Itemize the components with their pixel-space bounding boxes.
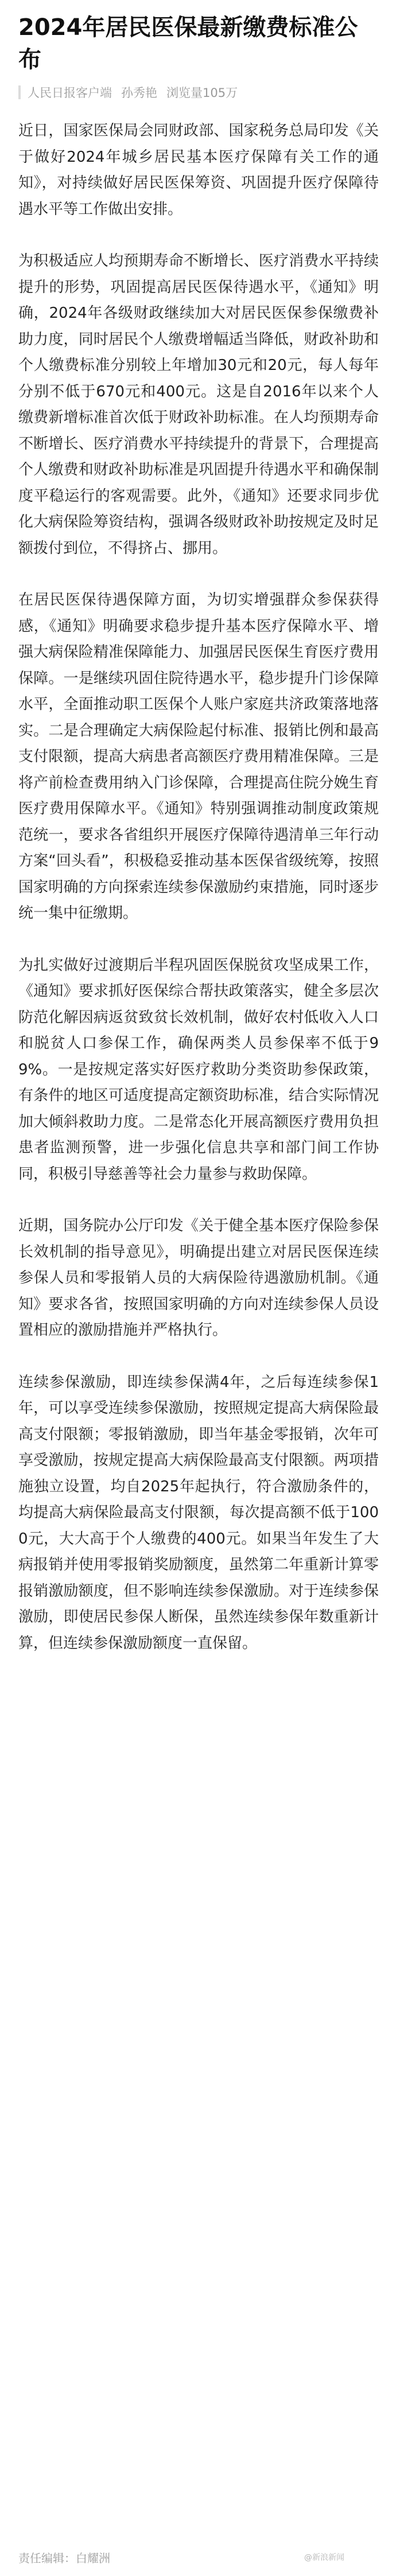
paragraph-3: 在居民医保待遇保障方面，为切实增强群众参保获得感，《通知》明确要求稳步提升基本医疗保障水平、增强大病保险精准保障能力、加强居民医保生育医疗费用保障。一是继续巩固住院待遇水平，稳步提升门诊保障水平，全面推动职工医保个人账户家庭共济政策落地落实。二是合理确定大病保险起付标准、报销比例和最高支付限额，提高大病患者高额医疗费用精准保障。三是将产前检查费用纳入门诊保障，合理提高住院分娩生育医疗费用保障水平。《通知》特别强调推动制度政策规范统一，要求各省组织开展医疗保障待遇清单三年行动方案“回头看”，积极稳妥推动基本医保省级统筹，按照国家明确的方向探索连续参保激励约束措施，同时逐步统一集中征缴期。 — [18, 591, 379, 922]
paragraph-6: 连续参保激励，即连续参保满4年，之后每连续参保1年，可以享受连续参保激励，按照规定提高大病保险最高支付限额；零报销激励，即当年基金零报销，次年可享受激励，按规定提高大病保险最高支付限额。两项措施独立设置，均自2025年起执行，符合激励条件的，均提高大病保险最高支付限额，每次提高额不低于1000元，大大高于个人缴费的400元。如果当年发生了大病报销并使用零报销奖励额度，虽然第二年重新计算零报销激励额度，但不影响连续参保激励。对于连续参保激励，即使居民参保人断保，虽然连续参保年数重新计算，但连续参保激励额度一直保留。 — [18, 1373, 379, 1652]
paragraph-5: 近期，国务院办公厅印发《关于健全基本医疗保险参保长效机制的指导意见》，明确提出建立对居民医保连续参保人员和零报销人员的大病保险待遇激励机制。《通知》要求各省，按照国家明确的方向对连续参保人员设置相应的激励措施并严格执行。 — [18, 1217, 379, 1339]
paragraph-1: 近日，国家医保局会同财政部、国家税务总局印发《关于做好2024年城乡居民基本医疗保障有关工作的通知》，对持续做好居民医保筹资、巩固提升医疗保障待遇水平等工作做出安排。 — [18, 122, 379, 218]
paragraph-2: 为积极适应人均预期寿命不断增长、医疗消费水平持续提升的形势，巩固提高居民医保待遇水平，《通知》明确，2024年各级财政继续加大对居民医保参保缴费补助力度，同时居民个人缴费增幅适当降低，财政补助和个人缴费标准分别较上年增加30元和20元，每人每年分别不低于670元和400元。这是自2016年以来个人缴费新增标准首次低于财政补助标准。在人均预期寿命不断增长、医疗消费水平持续提升的背景下，合理提高个人缴费和财政补助标准是巩固提升待遇水平和确保制度平稳运行的客观需要。此外，《通知》还要求同步优化大病保险筹资结构，强调各级财政补助按规定及时足额拨付到位，不得挤占、挪用。 — [18, 252, 379, 557]
article-footer — [18, 2547, 379, 2567]
responsible-editor: 责任编辑：白耀洲 — [18, 2551, 110, 2565]
source-watermark: @新浪新闻 — [304, 2553, 344, 2562]
meta-author: 孙秀艳 — [121, 86, 157, 100]
meta-divider-bar — [18, 85, 21, 99]
article-body — [18, 118, 379, 1657]
article-title: 2024年居民医保最新缴费标准公布 — [18, 14, 358, 73]
meta-source[interactable]: 人民日报客户端 — [28, 86, 112, 100]
article-meta — [18, 84, 379, 101]
meta-views: 浏览量105万 — [166, 86, 238, 100]
paragraph-4: 为扎实做好过渡期后半程巩固医保脱贫攻坚成果工作，《通知》要求抓好医保综合帮扶政策落实，健全多层次防范化解因病返贫致贫长效机制，做好农村低收入人口和脱贫人口参保工作，确保两类人员参保率不低于99%。一是按规定落实好医疗救助分类资助参保政策，有条件的地区可适度提高定额资助标准，结合实际情况加大倾斜救助力度。二是常态化开展高额医疗费用负担患者监测预警，进一步强化信息共享和部门间工作协同，积极引导慈善等社会力量参与救助保障。 — [18, 956, 379, 1183]
